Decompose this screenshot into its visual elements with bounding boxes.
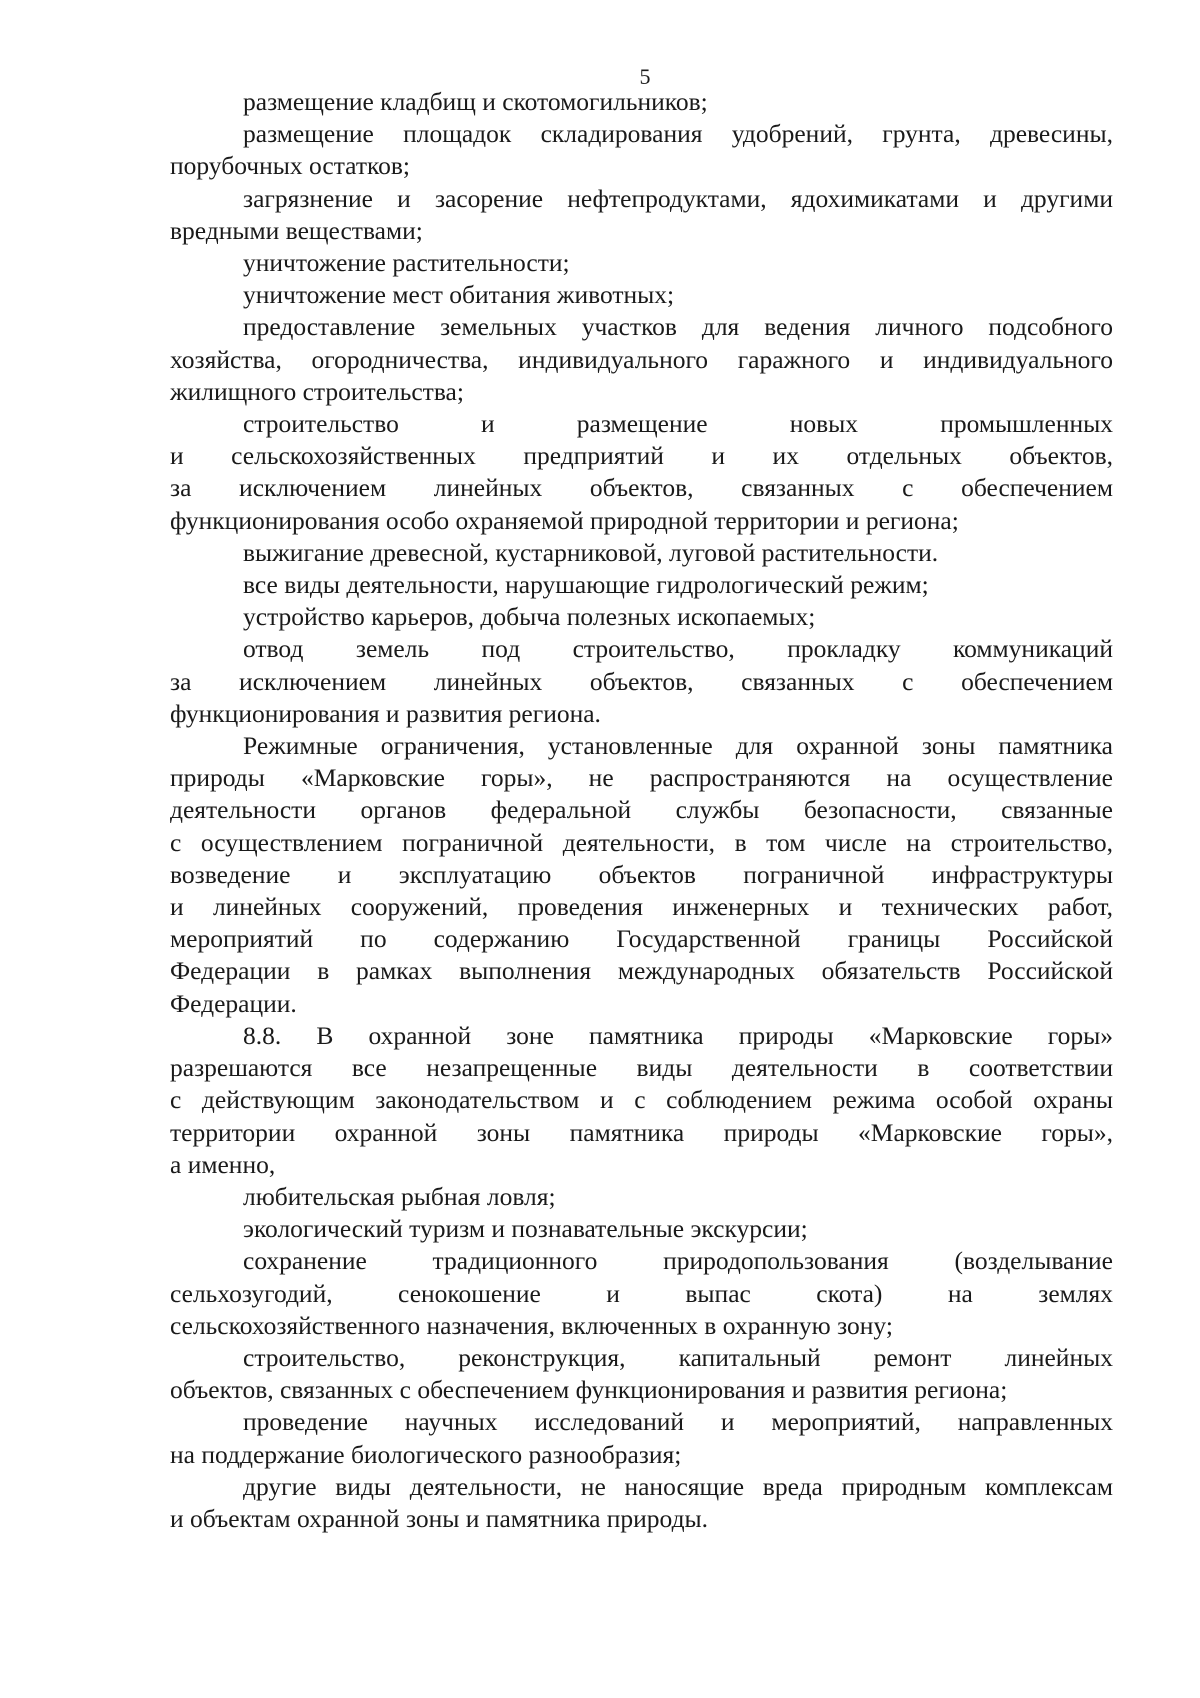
text-line: проведение научных исследований и мероприятий, направленных [243,1407,1113,1437]
text-line: строительство и размещение новых промышленных [243,409,1113,439]
paragraph [170,118,1113,182]
text-line: функционирования и развития региона. [170,698,601,728]
text-line: мероприятий по содержанию Государственной границы Российской [170,924,1113,954]
text-line: за исключением линейных объектов, связанных с обеспечением [170,666,1113,696]
paragraph [170,311,1113,408]
text-line: загрязнение и засорение нефтепродуктами, ядохимикатами и другими [243,183,1113,213]
text-line: на поддержание биологического разнообразия; [170,1439,682,1469]
text-line: предоставление земельных участков для ведения личного подсобного [243,312,1113,342]
text-line: функционирования особо охраняемой природной территории и региона; [170,505,959,535]
paragraph [170,730,1113,1020]
text-line: и линейных сооружений, проведения инженерных и технических работ, [170,892,1113,922]
paragraph [170,633,1113,730]
text-line: строительство, реконструкция, капитальный ремонт линейных [243,1342,1113,1372]
text-line: с действующим законодательством и с соблюдением режима особой охраны [170,1085,1113,1115]
paragraph [170,1213,1113,1245]
paragraph [170,601,1113,633]
text-line: размещение площадок складирования удобрений, грунта, древесины, [243,119,1113,149]
text-line: сохранение традиционного природопользования (возделывание [243,1246,1113,1276]
paragraph [170,1471,1113,1535]
text-line: Федерации в рамках выполнения международных обязательств Российской [170,956,1113,986]
paragraph [170,1406,1113,1470]
paragraph [170,1245,1113,1342]
text-line: территории охранной зоны памятника природы «Марковские горы», [170,1117,1113,1147]
paragraph [170,247,1113,279]
text-line: вредными веществами; [170,215,423,245]
text-line: выжигание древесной, кустарниковой, луговой растительности. [243,537,939,567]
text-line: экологический туризм и познавательные экскурсии; [243,1214,808,1244]
text-line: сельхозугодий, сенокошение и выпас скота) на землях [170,1278,1113,1308]
text-line: разрешаются все незапрещенные виды деятельности в соответствии [170,1053,1113,1083]
paragraph [170,537,1113,569]
paragraph [170,408,1113,537]
document-body [170,86,1113,1535]
text-line: с осуществлением пограничной деятельности, в том числе на строительство, [170,827,1113,857]
text-line: и сельскохозяйственных предприятий и их отдельных объектов, [170,441,1113,471]
paragraph [170,183,1113,247]
text-line: объектов, связанных с обеспечением функционирования и развития региона; [170,1375,1008,1405]
text-line: за исключением линейных объектов, связанных с обеспечением [170,473,1113,503]
text-line: хозяйства, огородничества, индивидуального гаражного и индивидуального [170,344,1113,374]
text-line: Режимные ограничения, установленные для охранной зоны памятника [243,731,1113,761]
text-line: уничтожение мест обитания животных; [243,280,675,310]
paragraph [170,569,1113,601]
page-number: 5 [639,64,651,89]
text-line: отвод земель под строительство, прокладку коммуникаций [243,634,1113,664]
paragraph [170,86,1113,118]
text-line: уничтожение растительности; [243,248,570,278]
paragraph [170,1181,1113,1213]
text-line: другие виды деятельности, не наносящие вреда природным комплексам [243,1471,1113,1501]
text-line: природы «Марковские горы», не распространяются на осуществление [170,763,1113,793]
text-line: 8.8. В охранной зоне памятника природы «Марковские горы» [243,1020,1113,1050]
text-line: устройство карьеров, добыча полезных ископаемых; [243,602,816,632]
paragraph [170,279,1113,311]
text-line: порубочных остатков; [170,151,410,181]
text-line: любительская рыбная ловля; [243,1181,556,1211]
text-line: Федерации. [170,988,297,1018]
paragraph [170,1342,1113,1406]
paragraph [170,1020,1113,1181]
text-line: жилищного строительства; [170,376,464,406]
text-line: деятельности органов федеральной службы безопасности, связанные [170,795,1113,825]
text-line: возведение и эксплуатацию объектов пограничной инфраструктуры [170,859,1113,889]
text-line: и объектам охранной зоны и памятника природы. [170,1503,709,1533]
text-line: а именно, [170,1149,276,1179]
text-line: размещение кладбищ и скотомогильников; [243,87,708,116]
text-line: все виды деятельности, нарушающие гидрологический режим; [243,570,929,600]
text-line: сельскохозяйственного назначения, включенных в охранную зону; [170,1310,893,1340]
